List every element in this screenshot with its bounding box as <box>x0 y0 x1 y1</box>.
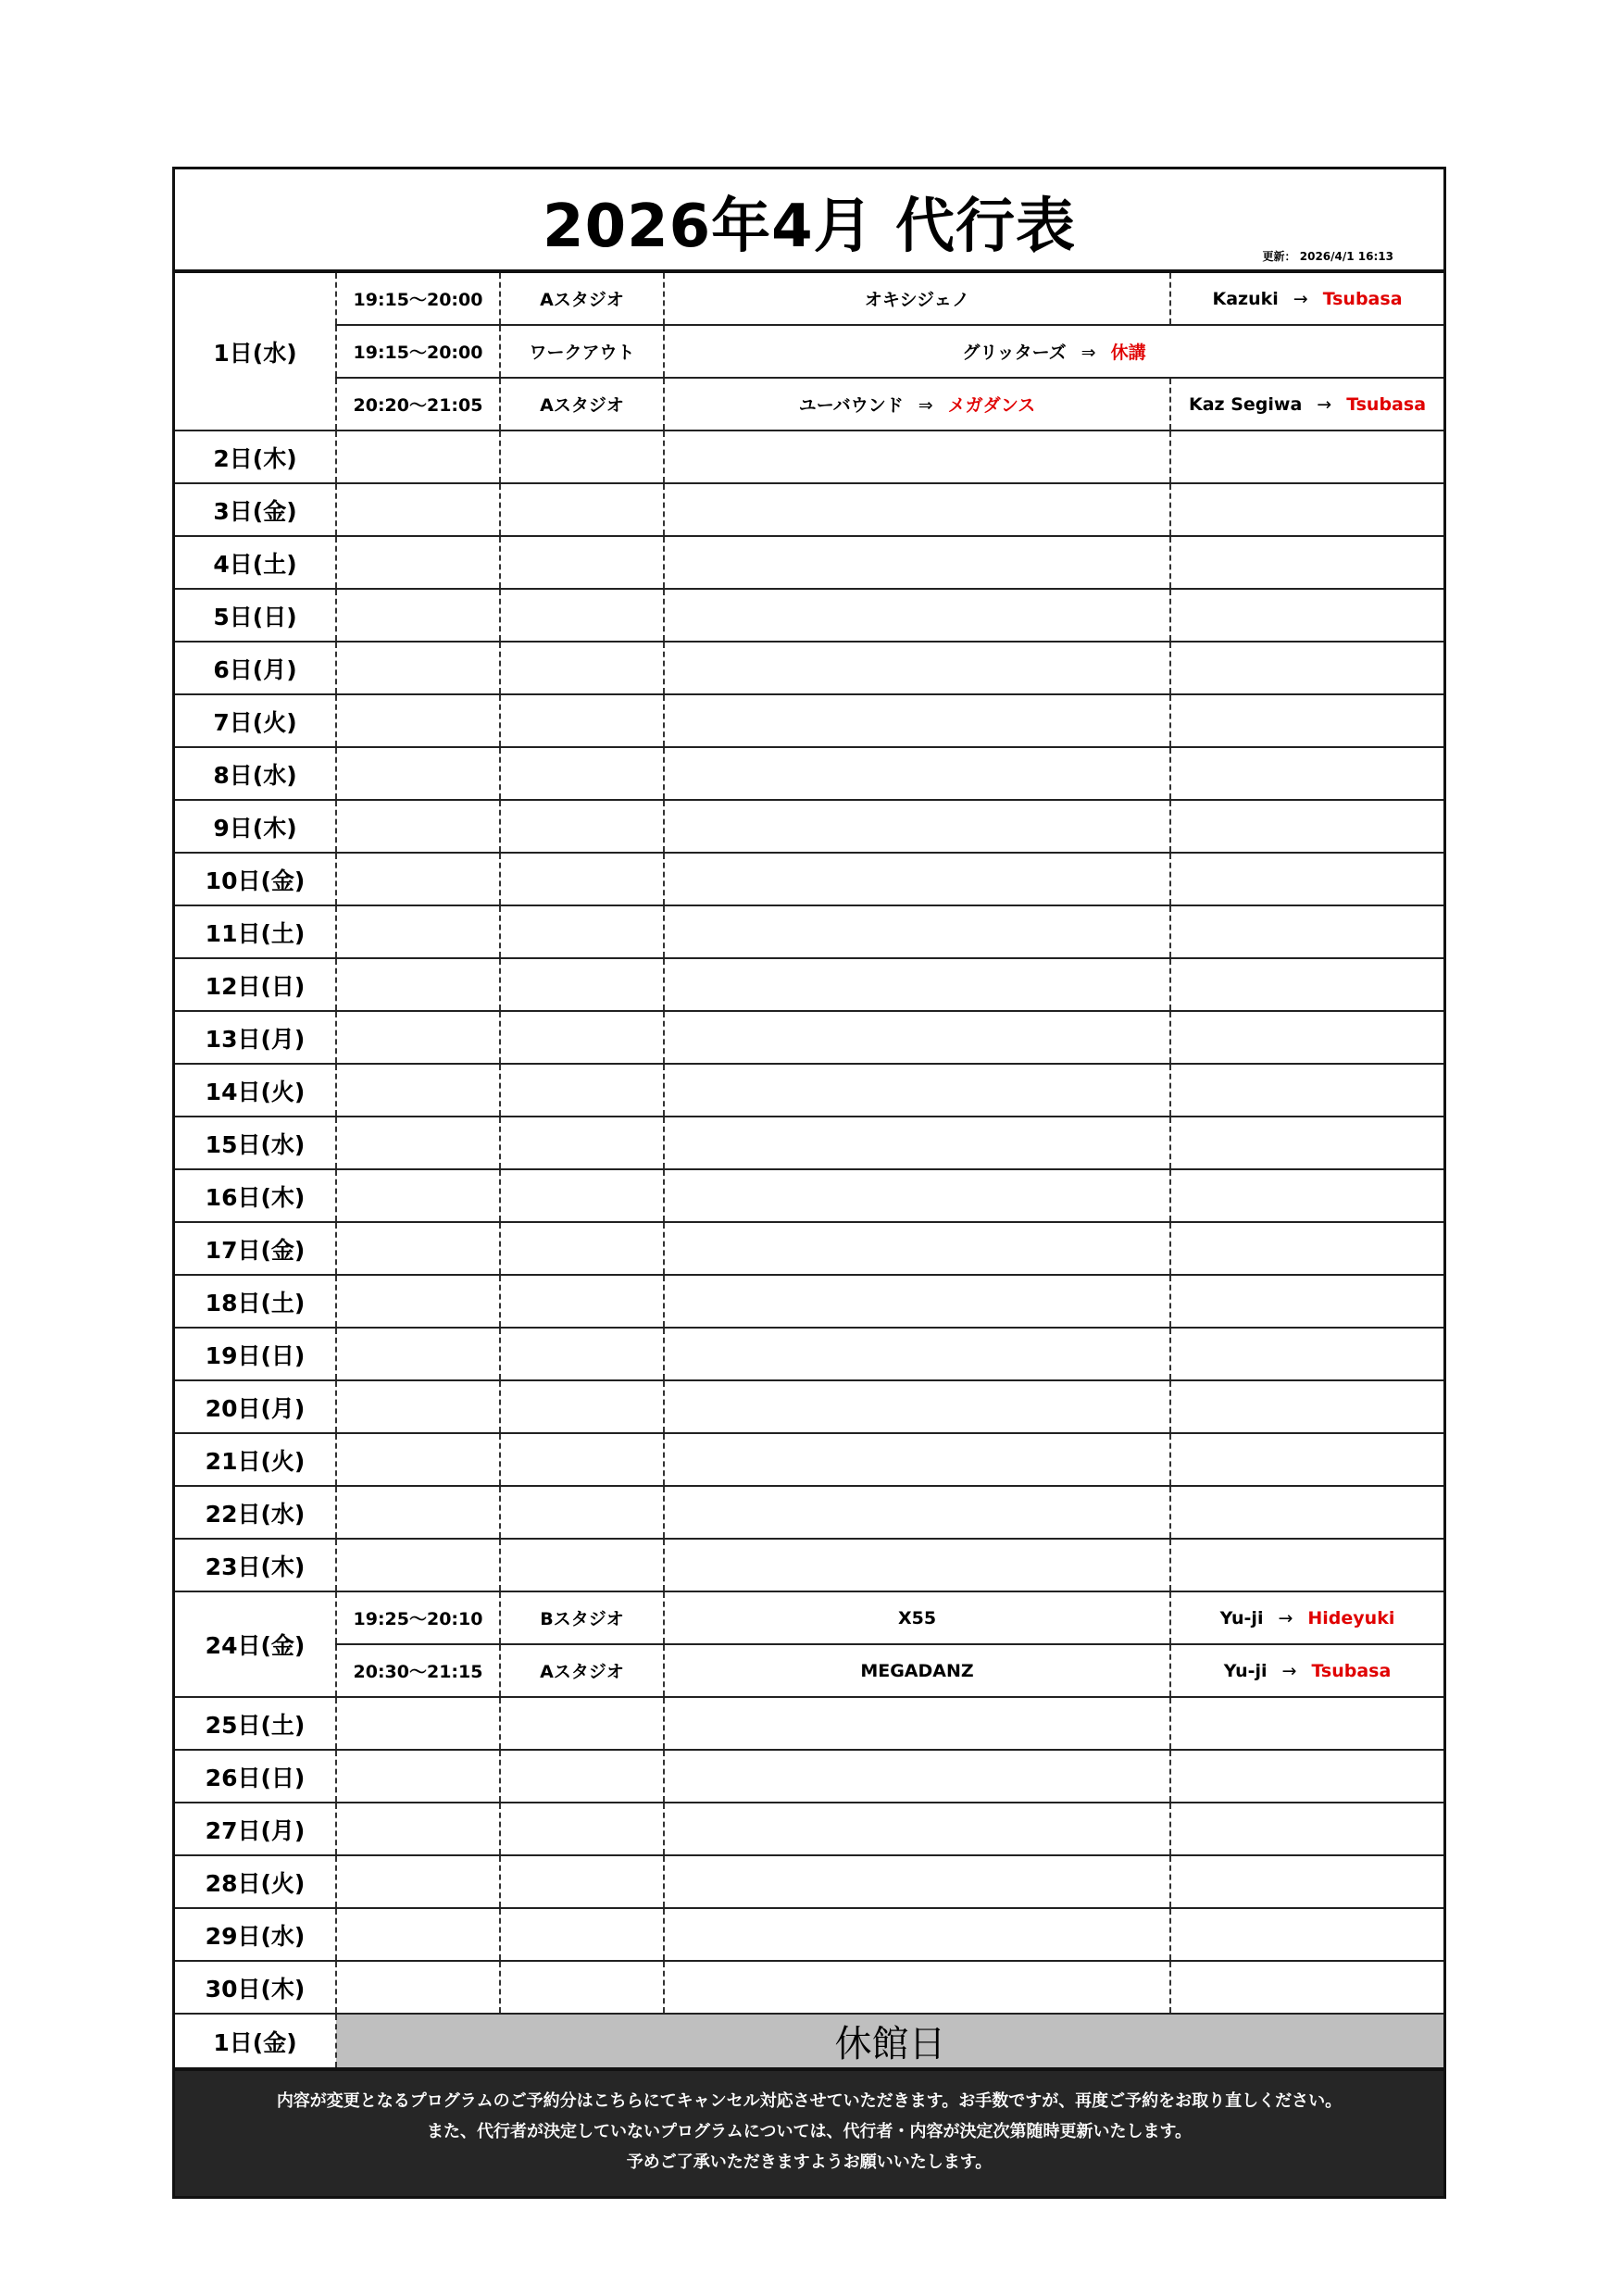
table-row <box>175 1961 1443 2014</box>
instructor-cell <box>1170 1275 1443 1328</box>
time-cell: 19:15～20:00 <box>336 273 500 325</box>
program-cell <box>664 853 1170 905</box>
program-new: メガダンス <box>947 395 1036 416</box>
table-row <box>175 1433 1443 1486</box>
instructor-cell <box>1170 1591 1443 1644</box>
date-cell: 6日(月) <box>175 642 336 694</box>
program-cell <box>664 1539 1170 1591</box>
table-row <box>175 1222 1443 1275</box>
instructor-cell <box>1170 694 1443 747</box>
studio-cell <box>500 1169 664 1222</box>
table-row <box>175 1644 1443 1697</box>
studio-cell <box>500 1117 664 1169</box>
date-cell: 23日(木) <box>175 1539 336 1591</box>
table-row <box>175 1803 1443 1855</box>
program-cell <box>664 1750 1170 1803</box>
schedule-body <box>175 273 1443 2067</box>
time-cell <box>336 905 500 958</box>
studio-cell <box>500 1328 664 1380</box>
instructor-cell <box>1170 1644 1443 1697</box>
change-arrow-icon: ⇒ <box>918 395 933 416</box>
program-cell <box>664 694 1170 747</box>
time-cell <box>336 1433 500 1486</box>
instructor-from: Yu-ji <box>1223 1660 1268 1681</box>
studio-cell: ワークアウト <box>500 325 664 378</box>
time-cell <box>336 1855 500 1908</box>
instructor-cell <box>1170 378 1443 430</box>
schedule-table <box>175 273 1443 2067</box>
program-name: X55 <box>897 1607 937 1628</box>
date-cell: 17日(金) <box>175 1222 336 1275</box>
instructor-cell <box>1170 273 1443 325</box>
table-row <box>175 1486 1443 1539</box>
notice-line: 予めご了承いただきますようお願いいたします。 <box>626 2152 993 2172</box>
arrow-right-icon: → <box>1317 393 1332 415</box>
program-cell <box>664 589 1170 642</box>
studio-cell <box>500 1803 664 1855</box>
instructor-to: Hideyuki <box>1307 1607 1395 1628</box>
studio-cell <box>500 1222 664 1275</box>
program-cell <box>664 747 1170 800</box>
program-cell <box>664 1855 1170 1908</box>
studio-cell <box>500 800 664 853</box>
updated-label: 更新： <box>1262 250 1296 263</box>
date-cell: 10日(金) <box>175 853 336 905</box>
program-cell <box>664 1222 1170 1275</box>
table-row <box>175 1539 1443 1591</box>
program-cell <box>664 1486 1170 1539</box>
table-row <box>175 1275 1443 1328</box>
program-cell <box>664 1328 1170 1380</box>
date-cell: 11日(土) <box>175 905 336 958</box>
studio-cell <box>500 483 664 536</box>
instructor-cell <box>1170 1222 1443 1275</box>
time-cell <box>336 1275 500 1328</box>
time-cell <box>336 1169 500 1222</box>
date-cell: 19日(日) <box>175 1328 336 1380</box>
table-row <box>175 1380 1443 1433</box>
date-cell: 8日(水) <box>175 747 336 800</box>
substitute-schedule-sheet <box>172 167 1446 2199</box>
program-cell <box>664 378 1170 430</box>
program-cell <box>664 325 1443 378</box>
date-cell: 25日(土) <box>175 1697 336 1750</box>
time-cell <box>336 747 500 800</box>
instructor-cell <box>1170 1328 1443 1380</box>
instructor-to: Tsubasa <box>1311 1660 1392 1681</box>
instructor-cell <box>1170 958 1443 1011</box>
table-row <box>175 800 1443 853</box>
table-row <box>175 747 1443 800</box>
program-cell <box>664 1961 1170 2014</box>
studio-cell: Aスタジオ <box>500 273 664 325</box>
studio-cell <box>500 853 664 905</box>
studio-cell <box>500 1380 664 1433</box>
table-row <box>175 1697 1443 1750</box>
studio-cell <box>500 430 664 483</box>
time-cell: 20:30～21:15 <box>336 1644 500 1697</box>
time-cell <box>336 430 500 483</box>
program-cell <box>664 273 1170 325</box>
time-cell <box>336 1328 500 1380</box>
studio-cell <box>500 747 664 800</box>
instructor-cell <box>1170 1855 1443 1908</box>
studio-cell <box>500 1855 664 1908</box>
updated-timestamp <box>1263 248 1393 264</box>
time-cell <box>336 1908 500 1961</box>
program-cell <box>664 800 1170 853</box>
time-cell <box>336 1750 500 1803</box>
date-cell: 28日(火) <box>175 1855 336 1908</box>
instructor-cell <box>1170 1961 1443 2014</box>
time-cell <box>336 853 500 905</box>
arrow-right-icon: → <box>1293 288 1308 309</box>
table-row <box>175 378 1443 430</box>
studio-cell <box>500 694 664 747</box>
date-cell: 5日(日) <box>175 589 336 642</box>
updated-value: 2026/4/1 16:13 <box>1299 250 1393 263</box>
instructor-cell <box>1170 1697 1443 1750</box>
program-cell <box>664 958 1170 1011</box>
instructor-cell <box>1170 1908 1443 1961</box>
table-row <box>175 483 1443 536</box>
instructor-to: Tsubasa <box>1322 288 1403 309</box>
date-cell: 29日(水) <box>175 1908 336 1961</box>
program-cell <box>664 1803 1170 1855</box>
studio-cell <box>500 642 664 694</box>
table-row <box>175 589 1443 642</box>
notice-footer <box>175 2067 1443 2196</box>
time-cell <box>336 1961 500 2014</box>
program-cell <box>664 1591 1170 1644</box>
table-row <box>175 1169 1443 1222</box>
title-box <box>175 169 1443 273</box>
date-cell: 3日(金) <box>175 483 336 536</box>
date-cell: 12日(日) <box>175 958 336 1011</box>
instructor-cell <box>1170 905 1443 958</box>
instructor-cell <box>1170 1486 1443 1539</box>
date-cell: 1日(水) <box>175 273 336 430</box>
time-cell <box>336 800 500 853</box>
studio-cell <box>500 958 664 1011</box>
studio-cell: Aスタジオ <box>500 1644 664 1697</box>
studio-cell <box>500 1961 664 2014</box>
table-row <box>175 1328 1443 1380</box>
time-cell <box>336 1539 500 1591</box>
program-cell <box>664 1433 1170 1486</box>
table-row <box>175 1591 1443 1644</box>
table-row <box>175 1908 1443 1961</box>
date-cell: 4日(土) <box>175 536 336 589</box>
time-cell <box>336 958 500 1011</box>
program-cell <box>664 1064 1170 1117</box>
studio-cell <box>500 905 664 958</box>
studio-cell <box>500 589 664 642</box>
instructor-cell <box>1170 1380 1443 1433</box>
studio-cell <box>500 1064 664 1117</box>
date-cell: 7日(火) <box>175 694 336 747</box>
program-cell <box>664 483 1170 536</box>
table-row <box>175 536 1443 589</box>
time-cell: 19:15～20:00 <box>336 325 500 378</box>
program-name: ユーバウンド <box>798 395 904 416</box>
instructor-cell <box>1170 1169 1443 1222</box>
table-row <box>175 273 1443 325</box>
date-cell: 16日(木) <box>175 1169 336 1222</box>
program-cell <box>664 430 1170 483</box>
studio-cell <box>500 1908 664 1961</box>
table-row <box>175 958 1443 1011</box>
table-row <box>175 905 1443 958</box>
table-row <box>175 1117 1443 1169</box>
instructor-cell <box>1170 1750 1443 1803</box>
time-cell <box>336 1803 500 1855</box>
date-cell: 26日(日) <box>175 1750 336 1803</box>
instructor-to: Tsubasa <box>1346 393 1427 415</box>
time-cell <box>336 1486 500 1539</box>
studio-cell <box>500 1433 664 1486</box>
program-cell <box>664 905 1170 958</box>
instructor-cell <box>1170 1539 1443 1591</box>
table-row <box>175 325 1443 378</box>
program-cell <box>664 536 1170 589</box>
date-cell: 2日(木) <box>175 430 336 483</box>
table-row <box>175 430 1443 483</box>
program-cell <box>664 642 1170 694</box>
date-cell: 27日(月) <box>175 1803 336 1855</box>
table-row <box>175 853 1443 905</box>
time-cell <box>336 1064 500 1117</box>
date-cell: 9日(木) <box>175 800 336 853</box>
date-cell: 21日(火) <box>175 1433 336 1486</box>
program-name: グリッターズ <box>962 343 1067 363</box>
change-arrow-icon: ⇒ <box>1081 343 1096 363</box>
time-cell <box>336 536 500 589</box>
notice-line: 内容が変更となるプログラムのご予約分はこちらにてキャンセル対応させていただきます。お手数ですが、再度ご予約をお取り直しください。 <box>276 2091 1343 2111</box>
date-cell: 14日(火) <box>175 1064 336 1117</box>
page-title: 2026年4月 代行表 <box>543 193 1076 261</box>
studio-cell <box>500 1750 664 1803</box>
program-cell <box>664 1908 1170 1961</box>
instructor-cell <box>1170 1064 1443 1117</box>
studio-cell <box>500 1275 664 1328</box>
studio-cell: Aスタジオ <box>500 378 664 430</box>
time-cell <box>336 1697 500 1750</box>
program-cell <box>664 1380 1170 1433</box>
table-row <box>175 694 1443 747</box>
instructor-cell <box>1170 747 1443 800</box>
instructor-cell <box>1170 1803 1443 1855</box>
instructor-cell <box>1170 589 1443 642</box>
table-row <box>175 1855 1443 1908</box>
instructor-cell <box>1170 853 1443 905</box>
time-cell <box>336 1222 500 1275</box>
program-name: オキシジェノ <box>864 290 970 310</box>
date-cell: 22日(水) <box>175 1486 336 1539</box>
program-cell <box>664 1011 1170 1064</box>
program-cell <box>664 1644 1170 1697</box>
table-row <box>175 1011 1443 1064</box>
instructor-from: Yu-ji <box>1219 1607 1264 1628</box>
studio-cell <box>500 1486 664 1539</box>
date-cell: 1日(金) <box>175 2014 336 2067</box>
studio-cell <box>500 1539 664 1591</box>
instructor-cell <box>1170 430 1443 483</box>
notice-line: また、代行者が決定していないプログラムについては、代行者・内容が決定次第随時更新いたします。 <box>426 2122 1192 2141</box>
instructor-from: Kazuki <box>1212 288 1279 309</box>
table-row <box>175 642 1443 694</box>
program-cell <box>664 1117 1170 1169</box>
instructor-cell <box>1170 1011 1443 1064</box>
program-cell <box>664 1169 1170 1222</box>
table-row <box>175 1750 1443 1803</box>
time-cell <box>336 1380 500 1433</box>
studio-cell <box>500 1011 664 1064</box>
time-cell <box>336 589 500 642</box>
time-cell <box>336 483 500 536</box>
time-cell: 19:25～20:10 <box>336 1591 500 1644</box>
closed-notice: 休館日 <box>336 2014 1443 2067</box>
date-cell: 24日(金) <box>175 1591 336 1697</box>
date-cell: 20日(月) <box>175 1380 336 1433</box>
arrow-right-icon: → <box>1278 1607 1293 1628</box>
instructor-from: Kaz Segiwa <box>1188 393 1303 415</box>
date-cell: 18日(土) <box>175 1275 336 1328</box>
program-name: MEGADANZ <box>860 1660 974 1681</box>
instructor-cell <box>1170 536 1443 589</box>
instructor-cell <box>1170 800 1443 853</box>
time-cell <box>336 642 500 694</box>
date-cell: 15日(水) <box>175 1117 336 1169</box>
date-cell: 30日(木) <box>175 1961 336 2014</box>
time-cell: 20:20～21:05 <box>336 378 500 430</box>
instructor-cell <box>1170 1117 1443 1169</box>
program-new: 休講 <box>1110 343 1146 363</box>
instructor-cell <box>1170 483 1443 536</box>
studio-cell: Bスタジオ <box>500 1591 664 1644</box>
time-cell <box>336 1011 500 1064</box>
arrow-right-icon: → <box>1281 1660 1297 1681</box>
program-cell <box>664 1275 1170 1328</box>
studio-cell <box>500 536 664 589</box>
instructor-cell <box>1170 642 1443 694</box>
studio-cell <box>500 1697 664 1750</box>
time-cell <box>336 1117 500 1169</box>
table-row <box>175 1064 1443 1117</box>
date-cell: 13日(月) <box>175 1011 336 1064</box>
program-cell <box>664 1697 1170 1750</box>
time-cell <box>336 694 500 747</box>
closed-day-row <box>175 2014 1443 2067</box>
instructor-cell <box>1170 1433 1443 1486</box>
